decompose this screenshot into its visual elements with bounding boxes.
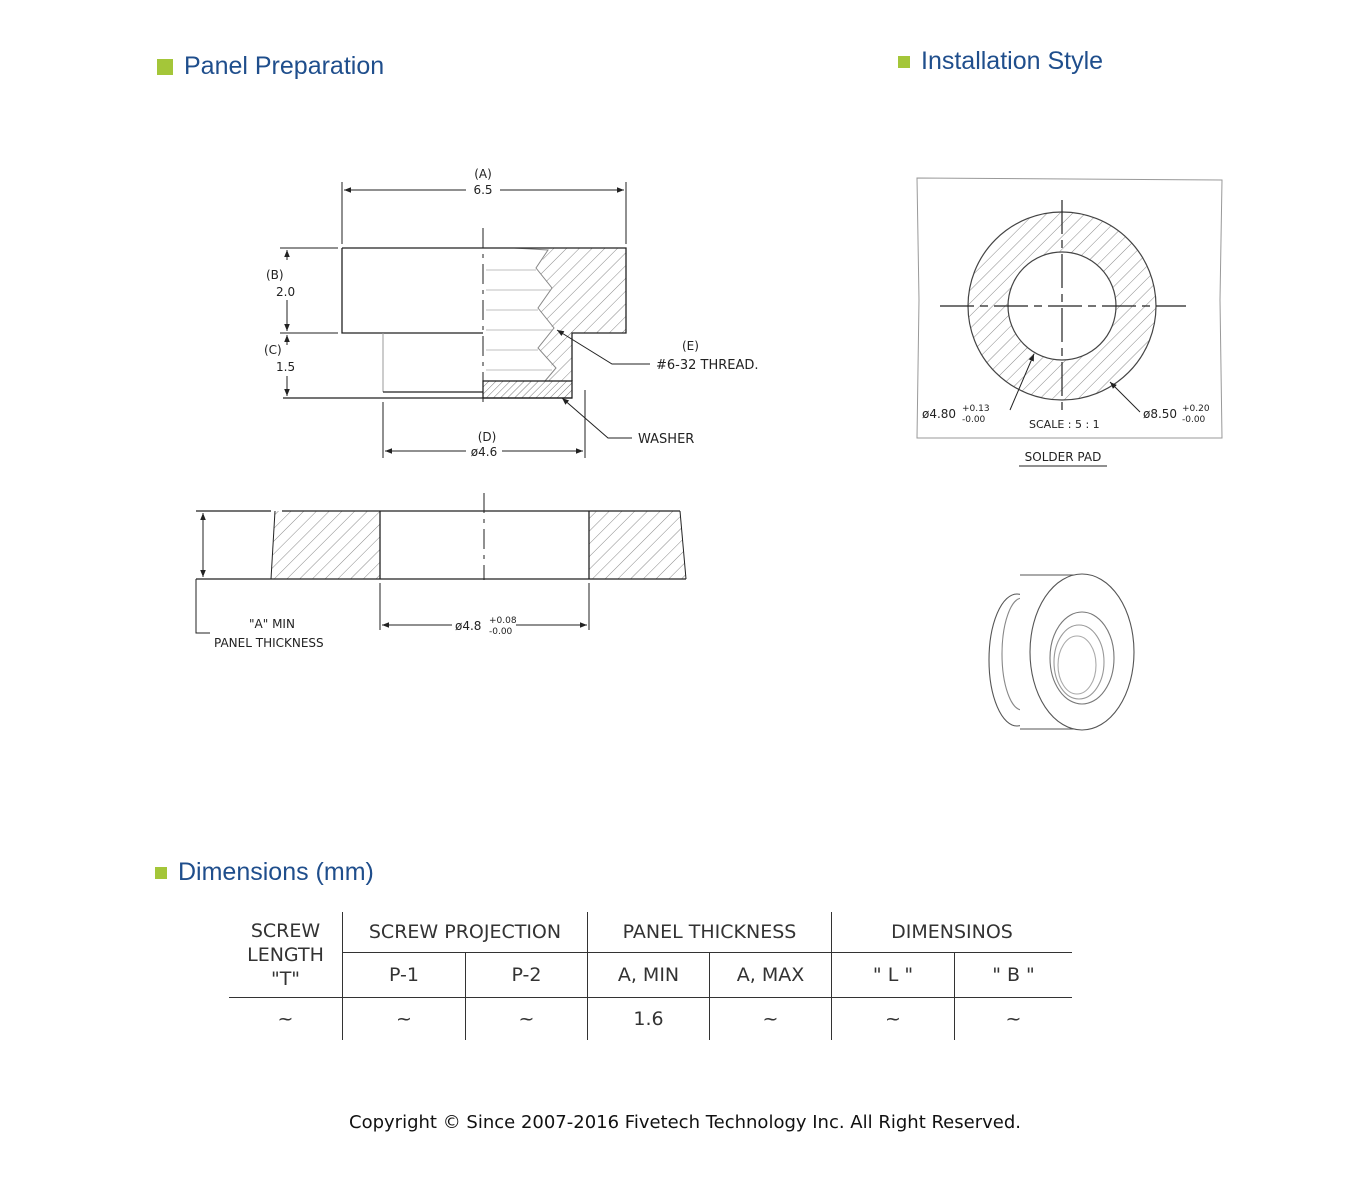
table-cell: ~ bbox=[343, 998, 466, 1041]
table-row bbox=[229, 998, 1072, 1041]
inner-diameter-value: ø4.80 bbox=[922, 407, 957, 421]
table-cell: 1.6 bbox=[588, 998, 710, 1041]
dim-b-label: (B) bbox=[266, 268, 284, 282]
inner-tol-minus: -0.00 bbox=[962, 415, 986, 425]
p1-header: P-1 bbox=[343, 953, 466, 998]
outer-diameter-value: ø8.50 bbox=[1143, 407, 1178, 421]
scale-label: SCALE : 5 : 1 bbox=[1029, 418, 1100, 431]
p2-header: P-2 bbox=[466, 953, 588, 998]
screw-length-header bbox=[229, 912, 343, 998]
washer-callout: WASHER bbox=[638, 432, 695, 447]
inner-tol-plus: +0.13 bbox=[962, 404, 990, 414]
nut-side-view bbox=[280, 182, 650, 458]
table-cell: ~ bbox=[466, 998, 588, 1041]
table-cell: ~ bbox=[832, 998, 955, 1041]
dim-a-value: 6.5 bbox=[473, 183, 493, 197]
square-bullet-icon bbox=[155, 867, 167, 879]
hole-tol-plus: +0.08 bbox=[489, 616, 517, 626]
solder-pad-caption: SOLDER PAD bbox=[1024, 450, 1102, 464]
dim-b-value: 2.0 bbox=[276, 285, 296, 299]
hole-dim-value: ø4.8 bbox=[455, 619, 482, 633]
screw-length-header-line2: LENGTH bbox=[247, 943, 324, 966]
dim-e-label: (E) bbox=[682, 339, 699, 353]
panel-hole-labels bbox=[214, 616, 517, 650]
dim-a-label: (A) bbox=[474, 167, 492, 181]
dimensions-group-header: DIMENSINOS bbox=[832, 912, 1073, 953]
panel-thickness-header: PANEL THICKNESS bbox=[588, 912, 832, 953]
screw-length-header-line3: "T" bbox=[270, 967, 301, 990]
dim-c-value: 1.5 bbox=[276, 360, 296, 374]
table-cell: ~ bbox=[710, 998, 832, 1041]
panel-preparation-heading: Panel Preparation bbox=[184, 52, 385, 80]
dim-d-value: ø4.6 bbox=[470, 445, 498, 459]
table-cell: ~ bbox=[229, 998, 343, 1041]
min-thickness-label-2: PANEL THICKNESS bbox=[214, 636, 324, 650]
dim-c-label: (C) bbox=[264, 343, 282, 357]
min-thickness-label-1: "A" MIN bbox=[249, 617, 295, 631]
dimensions-heading: Dimensions (mm) bbox=[178, 858, 374, 886]
l-header: " L " bbox=[832, 953, 955, 998]
b-header: " B " bbox=[955, 953, 1073, 998]
a-min-header: A, MIN bbox=[588, 953, 710, 998]
nut-3d-view bbox=[989, 574, 1134, 730]
thread-callout: #6-32 THREAD. bbox=[656, 358, 759, 373]
a-max-header: A, MAX bbox=[710, 953, 832, 998]
copyright-footer: Copyright © Since 2007-2016 Fivetech Technology Inc. All Right Reserved. bbox=[349, 1112, 1021, 1133]
hole-tol-minus: -0.00 bbox=[489, 627, 513, 637]
dim-d-label: (D) bbox=[477, 430, 497, 444]
solder-pad-labels bbox=[922, 404, 1210, 464]
outer-tol-plus: +0.20 bbox=[1182, 404, 1210, 414]
outer-tol-minus: -0.00 bbox=[1182, 415, 1206, 425]
screw-length-header-line1: SCREW bbox=[250, 919, 321, 942]
section-title-dimensions bbox=[155, 858, 374, 887]
dimensions-table bbox=[229, 912, 1072, 1040]
installation-style-heading: Installation Style bbox=[921, 47, 1104, 75]
panel-hole-section bbox=[196, 493, 686, 633]
screw-projection-header: SCREW PROJECTION bbox=[343, 912, 588, 953]
table-cell: ~ bbox=[955, 998, 1073, 1041]
